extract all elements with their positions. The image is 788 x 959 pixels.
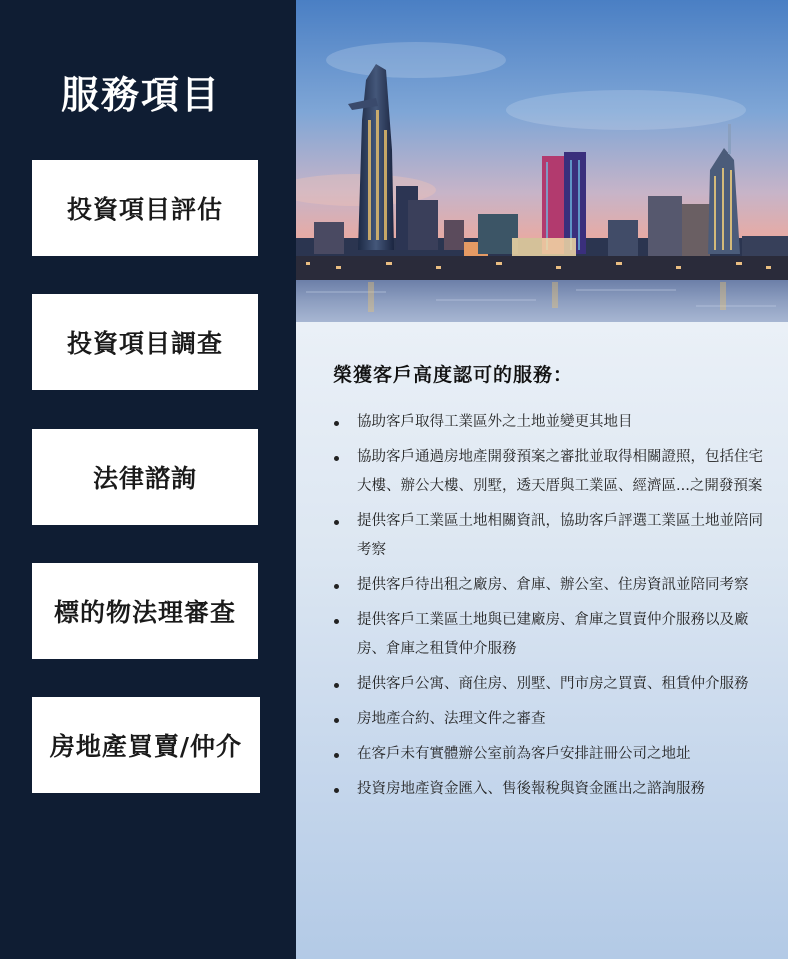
service-item-legal-review: 標的物法理審查 bbox=[32, 563, 258, 659]
list-item: 協助客戶通過房地產開發預案之審批並取得相關證照，包括住宅大樓、辦公大樓、別墅，透天厝與工業區、經濟區...之開發預案 bbox=[333, 443, 763, 501]
sidebar-title: 服務項目 bbox=[60, 73, 221, 117]
list-item: 提供客戶待出租之廠房、倉庫、辦公室、住房資訊並陪同考察 bbox=[333, 571, 763, 600]
service-item-investment-survey: 投資項目調查 bbox=[32, 294, 258, 390]
list-item: 投資房地產資金匯入、售後報稅與資金匯出之諮詢服務 bbox=[333, 775, 763, 804]
list-item: 提供客戶工業區土地相關資訊，協助客戶評選工業區土地並陪同考察 bbox=[333, 507, 763, 565]
list-item: 協助客戶取得工業區外之土地並變更其地目 bbox=[333, 408, 763, 437]
list-item: 在客戶未有實體辦公室前為客戶安排註冊公司之地址 bbox=[333, 740, 763, 769]
service-item-real-estate-brokerage: 房地產買賣/仲介 bbox=[32, 697, 260, 793]
service-item-investment-evaluation: 投資項目評估 bbox=[32, 160, 258, 256]
services-list bbox=[333, 408, 763, 810]
sidebar bbox=[0, 0, 296, 959]
services-content bbox=[296, 322, 788, 959]
list-item: 提供客戶公寓、商住房、別墅、門市房之買賣、租賃仲介服務 bbox=[333, 670, 763, 699]
list-item: 房地產合約、法理文件之審查 bbox=[333, 705, 763, 734]
service-item-legal-consulting: 法律諮詢 bbox=[32, 429, 258, 525]
list-item: 提供客戶工業區土地與已建廠房、倉庫之買賣仲介服務以及廠房、倉庫之租賃仲介服務 bbox=[333, 606, 763, 664]
city-skyline-photo bbox=[296, 0, 788, 322]
services-heading: 榮獲客戶高度認可的服務： bbox=[333, 364, 574, 386]
